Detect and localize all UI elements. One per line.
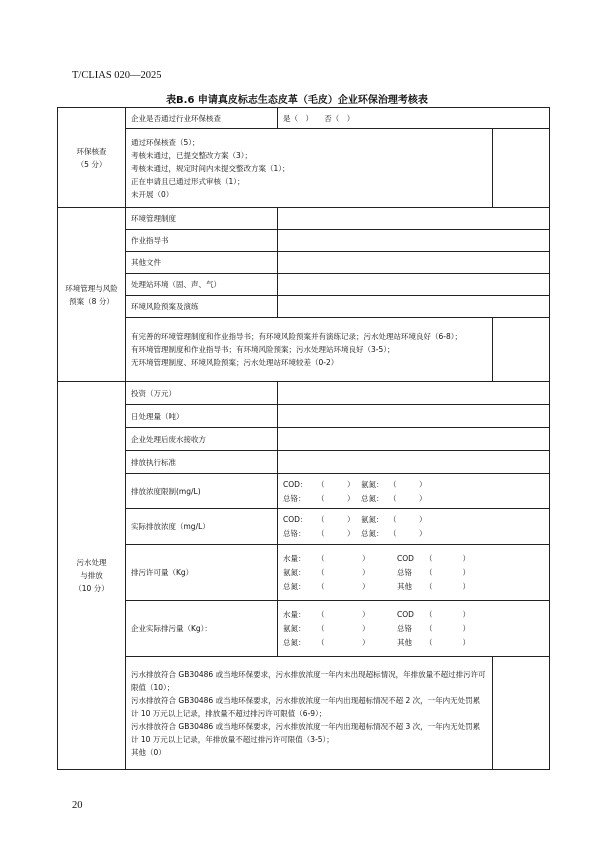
section-label-env-mgmt: 环境管理与风险 预案（8 分）	[58, 208, 126, 382]
item-daily-capacity: 日处理量（吨）	[126, 405, 278, 428]
item-other-docs: 其他文件	[126, 252, 278, 274]
wastewater-criteria: 污水排放符合 GB30486 或当地环保要求，污水排放浓度一年内未出现超标情况，年排放量不超过排污许可限值（10）； 污水排放符合 GB30486 或当地环保要求，污水排放浓度一年内出现超标情况不超 2 次，一年内无处罚累计 10 万元以上记录，排放量不超过排污许可限值（6-9）； 污水排放符合 GB30486 或当地环保要求，污水排放浓度一年内出现超标情况不超 3 次，一年内无处罚累计 10 万元以上记录，年排放量不超过排污许可限值（3-5）； 其他（0）	[126, 657, 493, 770]
item-actual-amount: 企业实际排污量（Kg）：	[126, 601, 278, 657]
value-cell	[278, 274, 550, 296]
table-title: 表B.6 申请真皮标志生态皮革（毛皮）企业环保治理考核表	[166, 95, 428, 106]
value-cell	[278, 451, 550, 474]
section-label-env-check: 环保核查 （5 分）	[58, 108, 126, 208]
value-cell	[278, 296, 550, 318]
item-risk-plan: 环境风险预案及演练	[126, 296, 278, 318]
env-check-criteria: 通过环保核查（5）； 考核未通过，已提交整改方案（3）； 考核未通过，规定时间内未提交整改方案（1）； 正在申请且已通过形式审核（1）； 未开展（0）	[126, 129, 493, 208]
value-cell	[278, 252, 550, 274]
item-env-mgmt-system: 环境管理制度	[126, 208, 278, 230]
env-mgmt-criteria: 有完善的环境管理制度和作业指导书；有环境风险预案并有演练记录；污水处理站环境良好（6-8）； 有环境管理制度和作业指导书；有环境风险预案；污水处理站环境良好（3-5）； 无环境管理制度、环境风险预案；污水处理站环境较差（0-2）	[126, 318, 493, 382]
actual-conc-values: COD： （ ） 氨氮： （ ） 总铬： （ ） 总氮： （ ）	[278, 509, 550, 545]
conc-limit-values: COD： （ ） 氨氮： （ ） 总铬： （ ） 总氮： （ ）	[278, 474, 550, 509]
section-label-wastewater: 污水处理 与排放 （10 分）	[58, 382, 126, 770]
value-cell	[278, 382, 550, 405]
value-cell	[278, 428, 550, 451]
item-station-env: 处理站环境（固、声、气）	[126, 274, 278, 296]
assessment-table	[57, 107, 550, 770]
page-number: 20	[72, 800, 83, 811]
score-cell	[493, 657, 550, 770]
score-cell	[493, 129, 550, 208]
item-conc-limit: 排放浓度限制(mg/L)	[126, 474, 278, 509]
item-standard: 排放执行标准	[126, 451, 278, 474]
item-receiver: 企业处理后废水接收方	[126, 428, 278, 451]
item-investment: 投资（万元）	[126, 382, 278, 405]
value-cell	[278, 208, 550, 230]
env-check-question: 企业是否通过行业环保核查	[126, 108, 278, 129]
item-permit-amount: 排污许可量（Kg）	[126, 545, 278, 601]
actual-amount-values: 水量： （ ） COD （ ） 氨氮： （ ） 总铬 （ ） 总氮： （ ） 其他 （ ）	[278, 601, 550, 657]
item-work-instruction: 作业指导书	[126, 230, 278, 252]
value-cell	[278, 405, 550, 428]
permit-amount-values: 水量： （ ） COD （ ） 氨氮： （ ） 总铬 （ ） 总氮： （ ） 其他 （ ）	[278, 545, 550, 601]
yes-no-field: 是（ ） 否（ ）	[278, 108, 550, 129]
value-cell	[278, 230, 550, 252]
score-cell	[493, 318, 550, 382]
item-actual-conc: 实际排放浓度（mg/L）	[126, 509, 278, 545]
standard-number: T/CLIAS 020—2025	[72, 70, 162, 81]
